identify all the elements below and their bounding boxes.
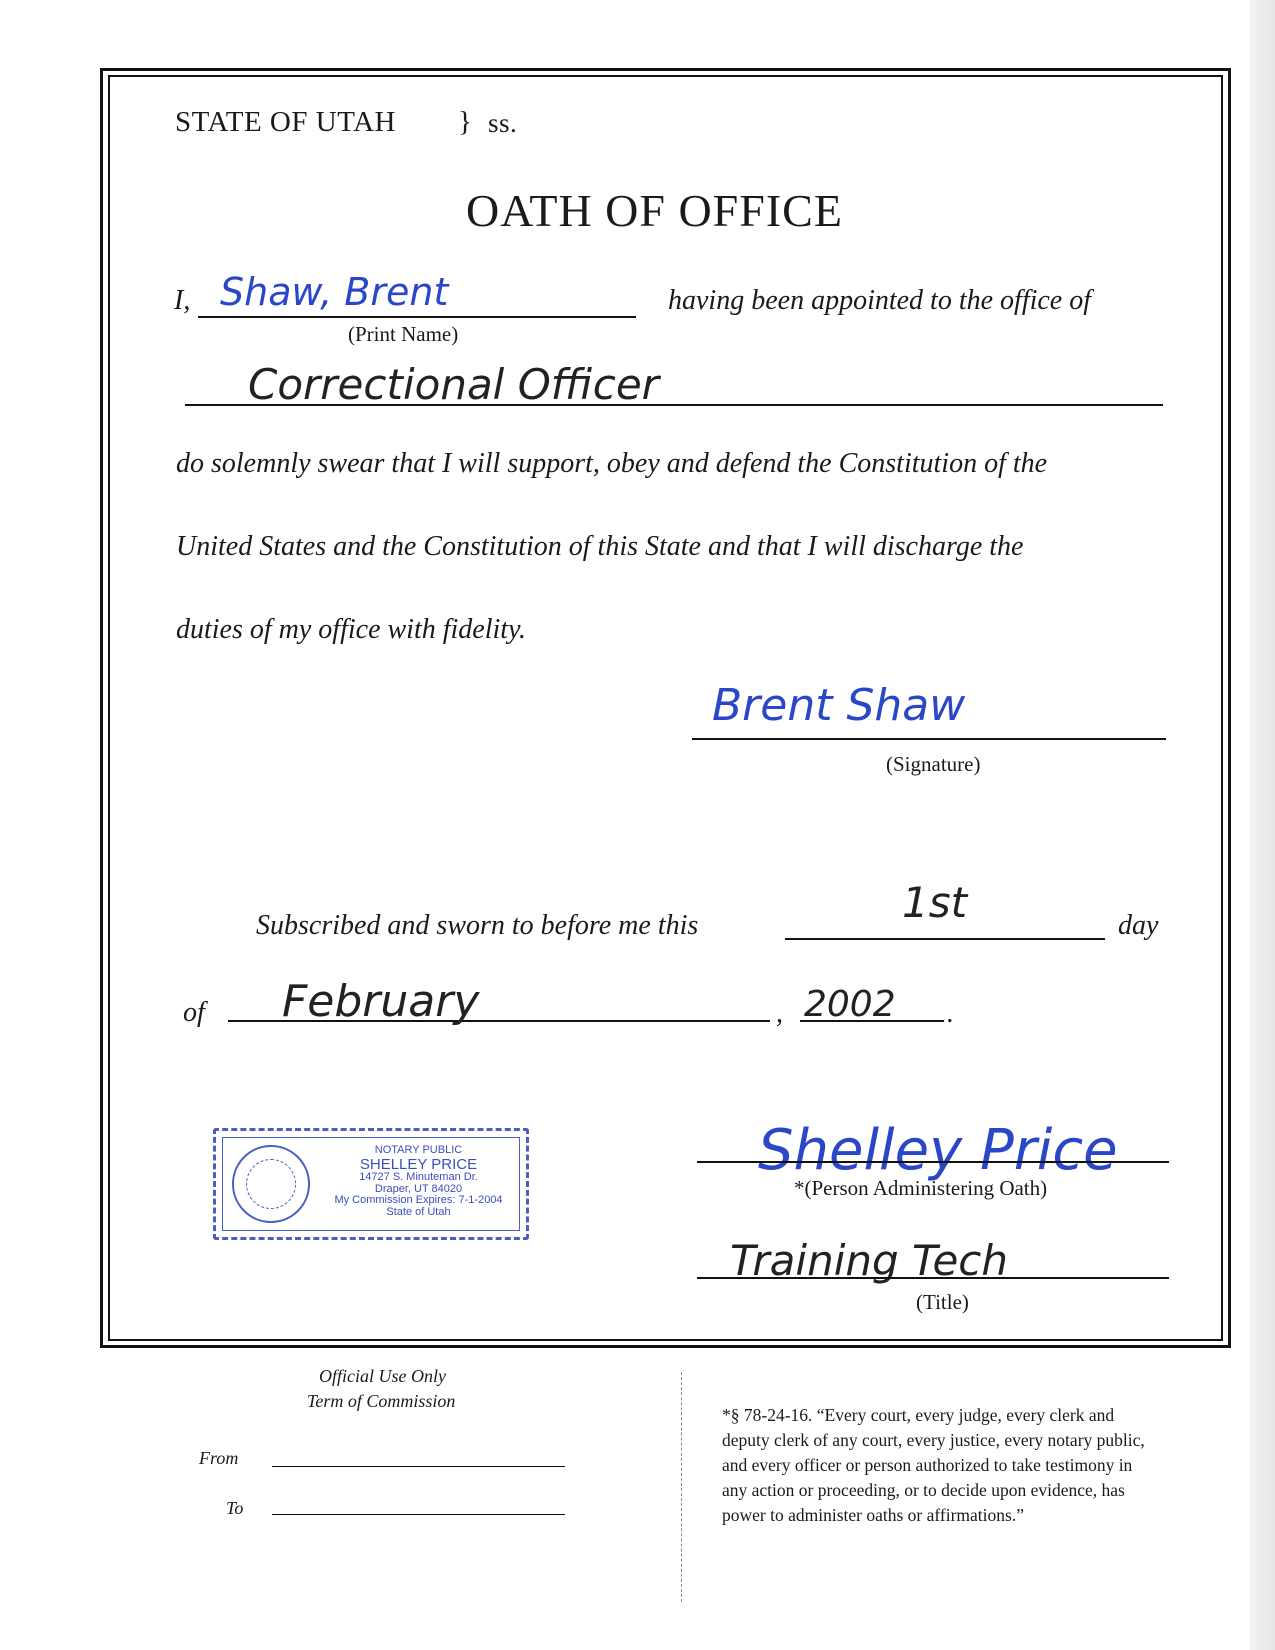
statute-line-1: *§ 78-24-16. “Every court, every judge, every clerk and <box>722 1405 1115 1425</box>
statute-line-5: power to administer oaths or affirmations.” <box>722 1505 1024 1525</box>
stamp-text <box>316 1145 521 1218</box>
state-label: STATE OF UTAH <box>175 106 396 138</box>
office-line <box>185 404 1163 406</box>
appointed-text: having been appointed to the office of <box>668 285 1092 316</box>
page-edge <box>1250 0 1275 1650</box>
day-handwriting: 1st <box>902 878 968 927</box>
year-handwriting: 2002 <box>804 984 896 1025</box>
brace: } <box>458 106 473 138</box>
pronoun-i: I, <box>174 285 191 316</box>
day-line <box>785 938 1105 940</box>
oath-line-2: United States and the Constitution of this State and that I will discharge the <box>176 531 1024 562</box>
day-label: day <box>1118 910 1159 941</box>
oath-line-3: duties of my office with fidelity. <box>176 614 526 645</box>
title-label: (Title) <box>916 1290 969 1314</box>
official-use-heading: Official Use Only <box>319 1366 446 1386</box>
signature-line <box>692 738 1166 740</box>
footer-divider <box>681 1372 682 1602</box>
document-title: OATH OF OFFICE <box>466 185 843 236</box>
statute-line-3: and every officer or person authorized to take testimony in <box>722 1455 1133 1475</box>
stamp-line-6: State of Utah <box>386 1205 451 1218</box>
statute-line-2: deputy clerk of any court, every justice, every notary public, <box>722 1430 1145 1450</box>
subscribed-text: Subscribed and sworn to before me this <box>256 910 699 941</box>
signature-label: (Signature) <box>886 752 981 776</box>
month-handwriting: February <box>282 976 480 1027</box>
to-line <box>272 1514 565 1515</box>
administrator-signature: Shelley Price <box>758 1118 1118 1183</box>
stamp-line-1: NOTARY PUBLIC <box>374 1144 463 1156</box>
administrator-line <box>697 1161 1169 1163</box>
administrator-label: *(Person Administering Oath) <box>794 1176 1048 1200</box>
from-label: From <box>199 1448 239 1468</box>
notary-stamp <box>213 1128 529 1240</box>
oath-signature: Brent Shaw <box>712 680 966 731</box>
to-label: To <box>226 1498 244 1518</box>
title-line <box>697 1277 1169 1279</box>
ss-label: ss. <box>488 108 518 138</box>
term-of-commission-heading: Term of Commission <box>307 1391 456 1411</box>
stamp-line-2: SHELLEY PRICE <box>359 1155 478 1173</box>
of-label: of <box>183 997 205 1028</box>
comma: , <box>776 998 783 1029</box>
period: . <box>947 998 954 1029</box>
stamp-line-3: 14727 S. Minuteman Dr. <box>359 1171 478 1184</box>
statute-note <box>722 1403 1242 1528</box>
oath-line-1: do solemnly swear that I will support, obey and defend the Constitution of the <box>176 448 1048 479</box>
print-name-handwriting: Shaw, Brent <box>220 270 449 314</box>
from-line <box>272 1466 565 1467</box>
print-name-line <box>198 316 636 318</box>
stamp-line-4: Draper, UT 84020 <box>374 1182 463 1195</box>
stamp-line-5: My Commission Expires: 7-1-2004 <box>334 1194 503 1207</box>
statute-line-4: any action or proceeding, or to decide upon evidence, has <box>722 1480 1125 1500</box>
print-name-label: (Print Name) <box>348 322 459 346</box>
state-seal-icon <box>232 1145 310 1223</box>
title-handwriting: Training Tech <box>730 1236 1009 1285</box>
office-handwriting: Correctional Officer <box>248 360 659 409</box>
